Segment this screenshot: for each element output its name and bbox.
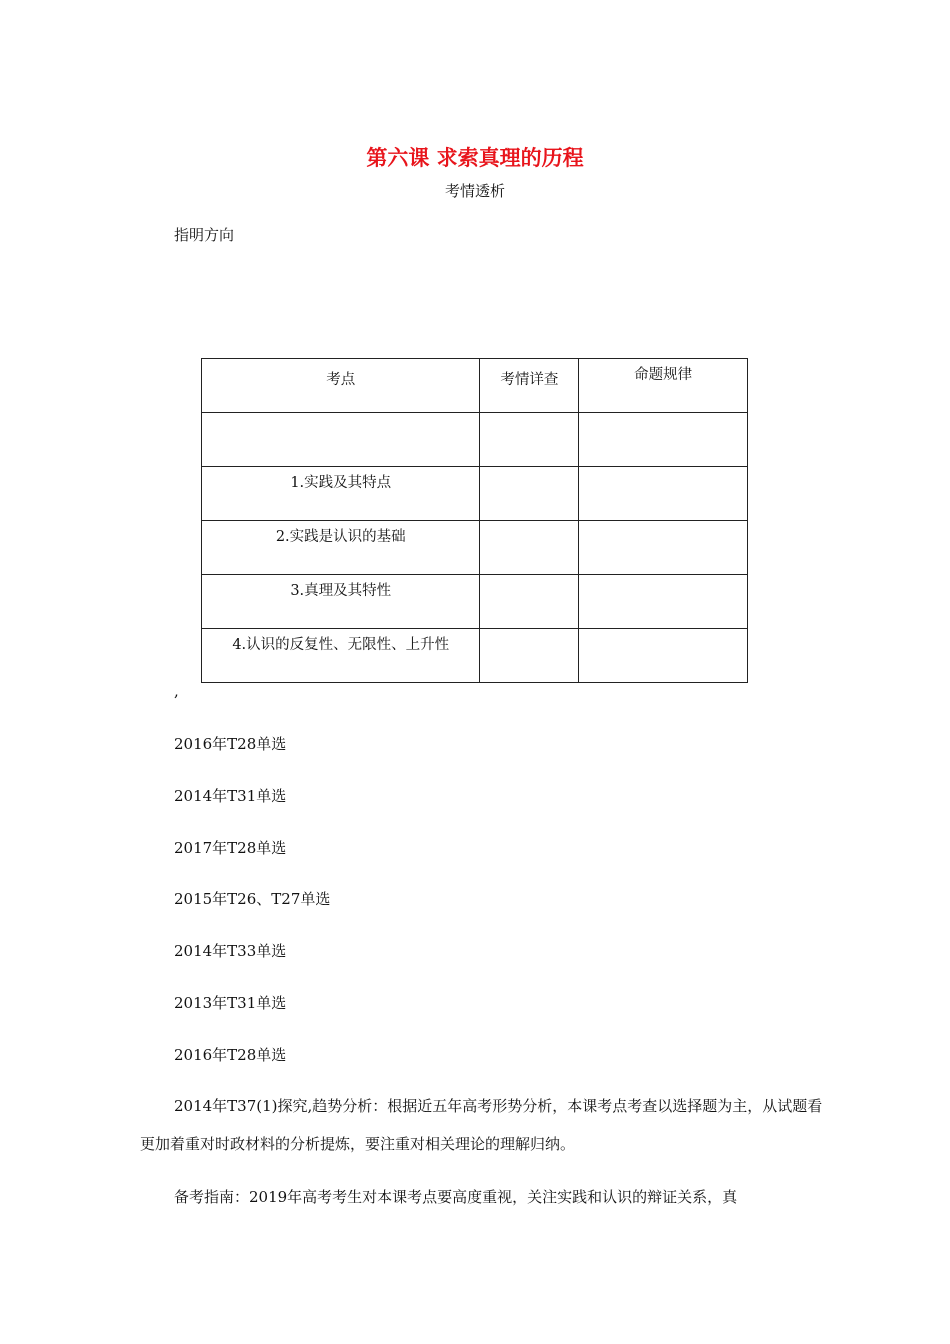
trend-analysis-paragraph: 2014年T37(1)探究,趋势分析：根据近五年高考形势分析，本课考点考查以选择题为主，从试题看更加着重对时政材料的分析提炼，要注重对相关理论的理解归纳。 xyxy=(140,1097,823,1153)
exam-points-table xyxy=(201,358,748,683)
table-row xyxy=(202,467,748,521)
table-header-cell: 命题规律 xyxy=(579,359,748,413)
list-item: 2017年T28单选 xyxy=(174,839,287,857)
table-cell xyxy=(480,629,579,683)
table-cell xyxy=(579,629,748,683)
table-cell xyxy=(579,575,748,629)
list-item: 2016年T28单选 xyxy=(174,1046,287,1064)
list-item: 2014年T33单选 xyxy=(174,942,287,960)
section-label: 指明方向 xyxy=(174,226,235,244)
table-cell xyxy=(579,413,748,467)
table-cell: 1.实践及其特点 xyxy=(202,467,480,521)
list-item: 2016年T28单选 xyxy=(174,735,287,753)
table-header-row xyxy=(202,359,748,413)
list-item: 2015年T26、T27单选 xyxy=(174,890,331,908)
table-cell xyxy=(579,521,748,575)
table-cell: 3.真理及其特性 xyxy=(202,575,480,629)
table-cell xyxy=(480,413,579,467)
table-cell xyxy=(579,467,748,521)
table-header-cell: 考情详查 xyxy=(480,359,579,413)
table-row xyxy=(202,413,748,467)
stray-comma: , xyxy=(174,682,179,700)
table-row xyxy=(202,629,748,683)
table-row xyxy=(202,521,748,575)
lesson-subtitle: 考情透析 xyxy=(444,182,505,200)
table-header-cell: 考点 xyxy=(202,359,480,413)
lesson-title: 第六课 求索真理的历程 xyxy=(366,146,584,170)
list-item: 2014年T31单选 xyxy=(174,787,287,805)
exam-guide-paragraph: 备考指南：2019年高考考生对本课考点要高度重视，关注实践和认识的辩证关系，真 xyxy=(174,1188,738,1206)
table-cell xyxy=(480,467,579,521)
table-row xyxy=(202,575,748,629)
table-cell xyxy=(202,413,480,467)
table-cell: 4.认识的反复性、无限性、上升性 xyxy=(202,629,480,683)
table-cell: 2.实践是认识的基础 xyxy=(202,521,480,575)
table-cell xyxy=(480,575,579,629)
table-cell xyxy=(480,521,579,575)
list-item: 2013年T31单选 xyxy=(174,994,287,1012)
